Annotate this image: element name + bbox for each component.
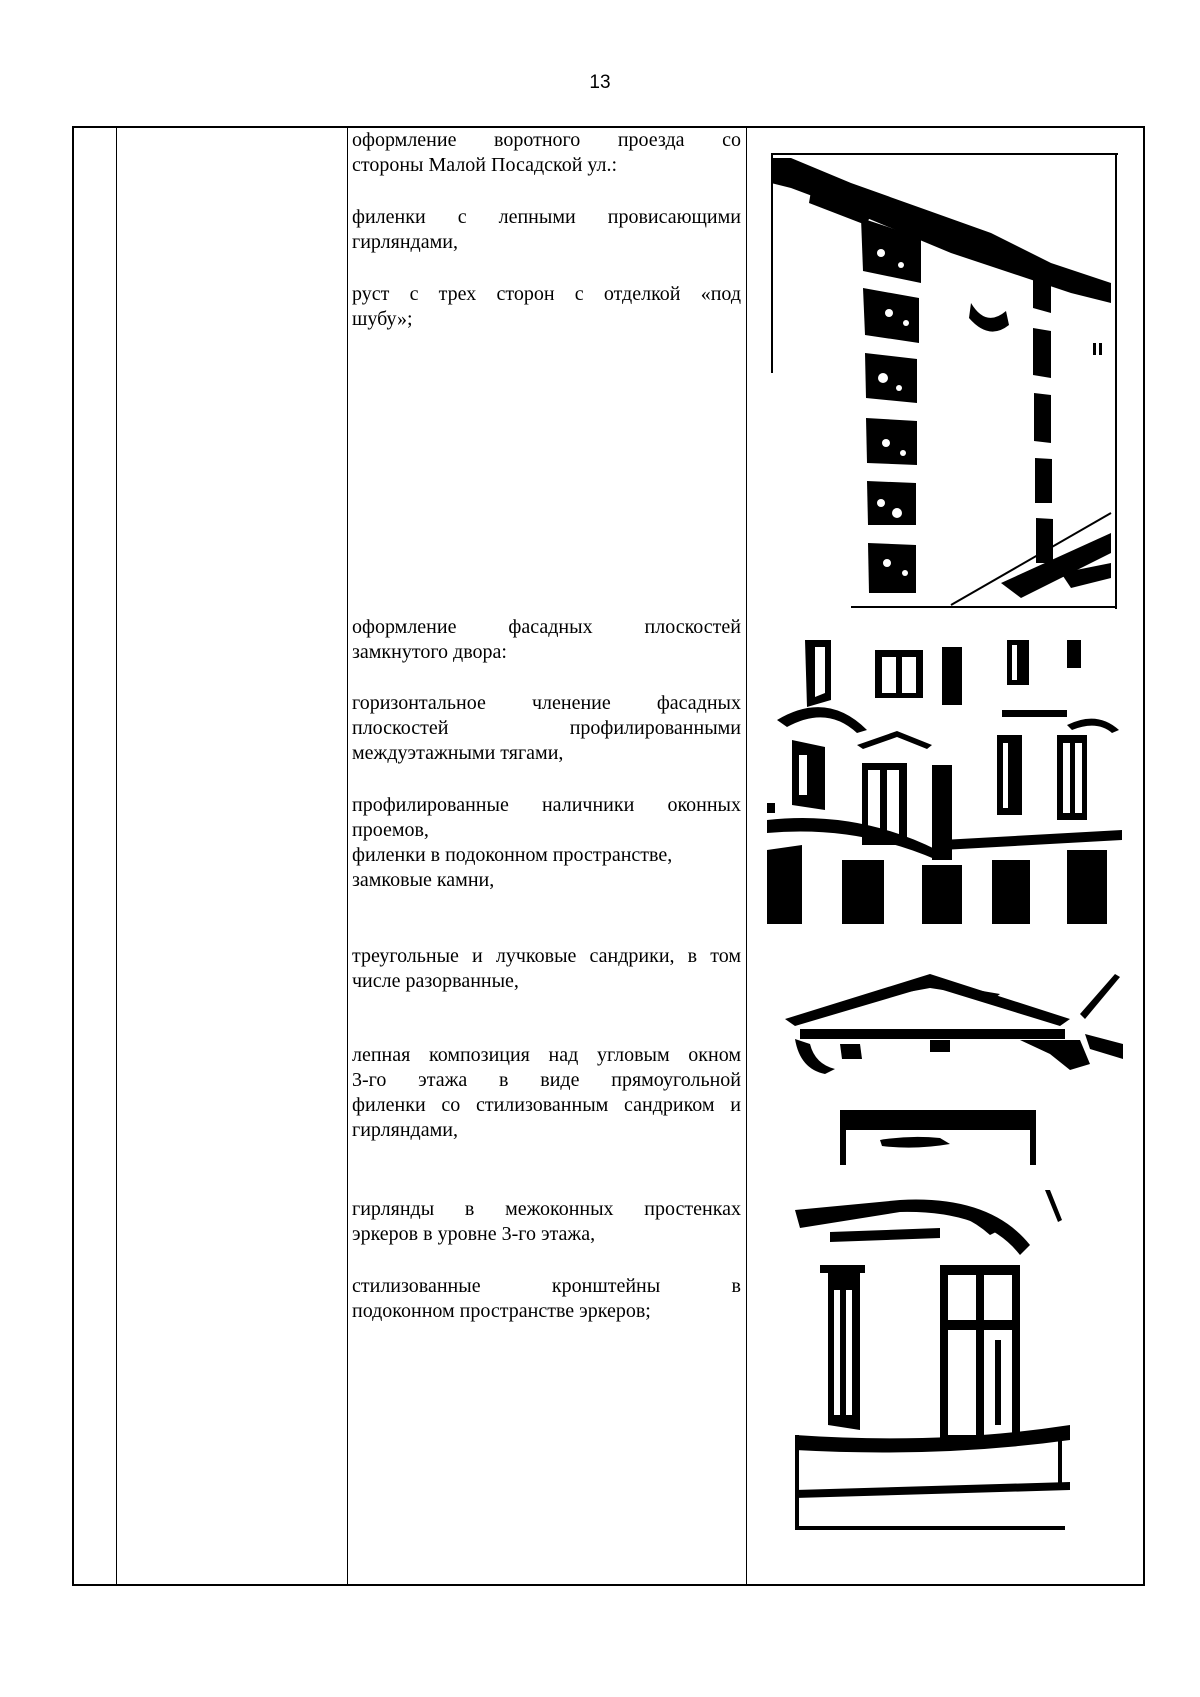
column-divider-1 [116,128,117,1584]
text-line: гирляндами, [352,231,458,253]
paragraph-sandriks [352,944,741,994]
text-line: числе разорванные, [352,970,519,992]
text-line: треугольные и лучковые сандрики, в том [352,945,741,967]
text-line: филенки со стилизованным сандриком и [352,1094,741,1116]
column-divider-2 [347,128,348,1584]
photo-bay-window [790,1190,1090,1530]
text-line: лепная композиция над угловым окном [352,1044,741,1066]
photo-courtyard-facade [767,635,1122,924]
text-line: замкнутого двора: [352,641,507,663]
paragraph-brackets [352,1274,741,1324]
text-line: оформление фасадных плоскостей [352,616,741,638]
text-line: гирляндами, [352,1119,458,1141]
paragraph-garland-panels [352,205,741,255]
paragraph-horizontal-division [352,691,741,766]
text-line: горизонтальное членение фасадных [352,692,741,714]
text-line: руст с трех сторон с отделкой «под [352,283,741,305]
paragraph-courtyard [352,615,741,665]
text-line: оформление воротного проезда со [352,129,741,151]
text-line: шубу»; [352,308,413,330]
paragraph-stucco-composition [352,1043,741,1143]
text-line: междуэтажными тягами, [352,742,564,764]
text-line: филенки в подоконном пространстве, [352,844,673,866]
text-line: профилированные наличники оконных [352,794,741,816]
paragraph-window-frames [352,793,741,893]
text-line: подоконном пространстве эркеров; [352,1300,651,1322]
photo-rectangular-panel [840,1110,1036,1165]
text-line: эркеров в уровне 3-го этажа, [352,1223,596,1245]
paragraph-bay-garlands [352,1197,741,1247]
text-line: стороны Малой Посадской ул.: [352,154,618,176]
text-line: замковые камни, [352,869,495,891]
text-line: стилизованные кронштейны в [352,1275,741,1297]
text-line: 3-го этажа в виде прямоугольной [352,1069,741,1091]
text-line: проемов, [352,819,429,841]
photo-triangular-pediment [780,974,1123,1084]
paragraph-gate-passage [352,128,741,178]
column-divider-3 [746,128,747,1584]
text-line: плоскостей профилированными [352,717,741,739]
text-line: гирлянды в межоконных простенках [352,1198,741,1220]
text-line: филенки с лепными провисающими [352,206,741,228]
paragraph-rustication [352,282,741,332]
page-number: 13 [589,72,611,93]
photo-gate-passage [771,153,1118,609]
